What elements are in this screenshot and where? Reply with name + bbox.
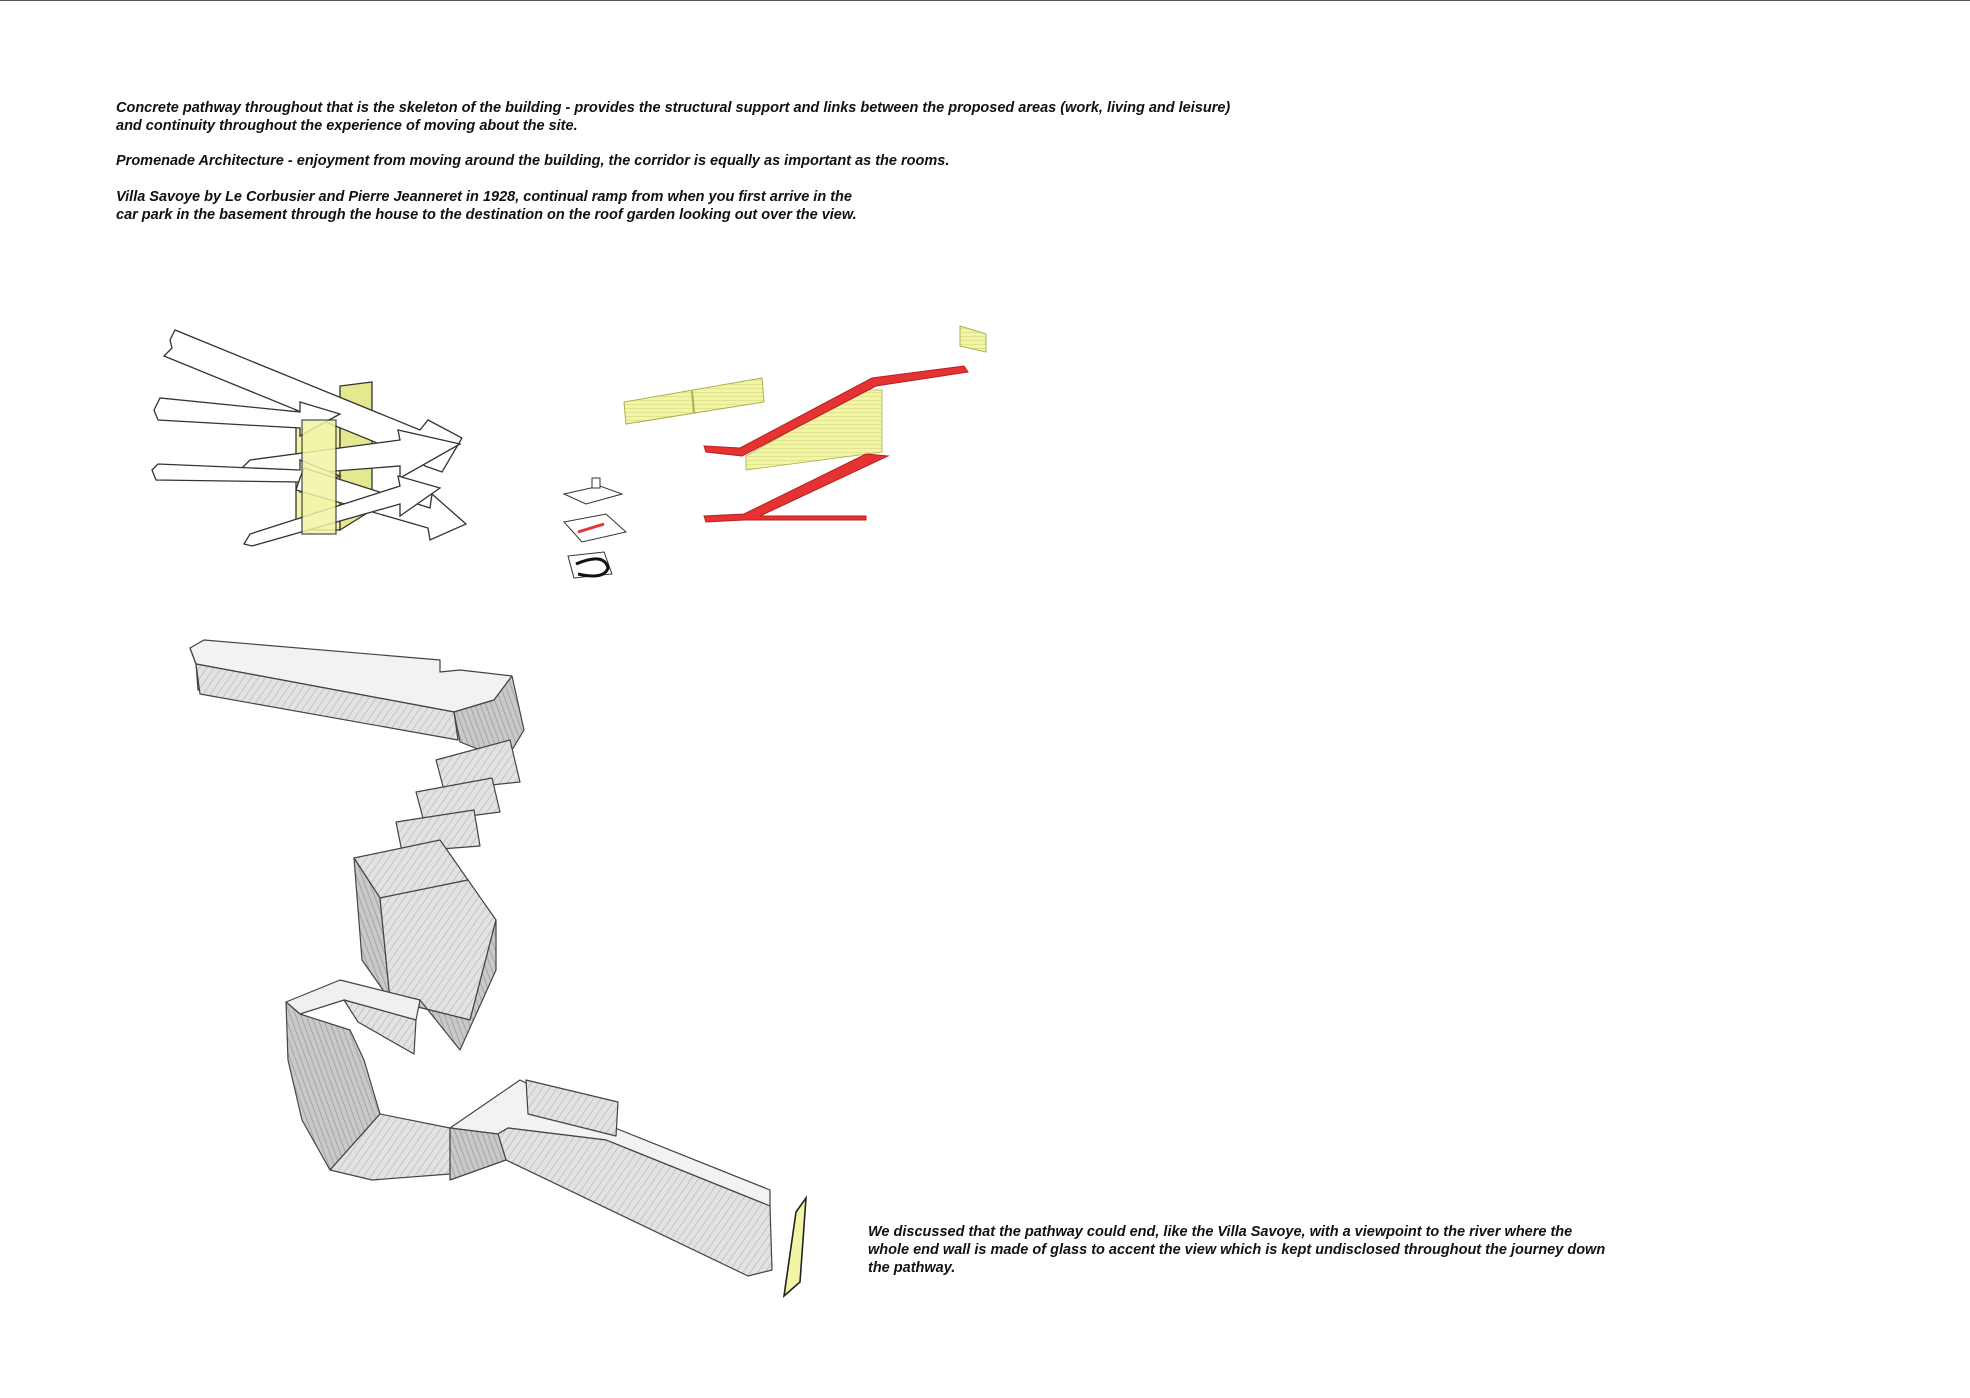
glass-end-wall-note: We discussed that the pathway could end, like the Villa Savoye, with a viewpoint to the river where the whole end wall is made of glass to accent the view which is kept undisclosed throughout the journey down the pathway. [868,1224,1606,1276]
roof-plan-detail [592,478,600,488]
pathway-end-face [450,1128,506,1180]
lower-ramp [704,454,888,522]
concrete-pathway-sketch [190,640,772,1276]
villa-savoye-thumbnails [564,478,626,578]
promenade-architecture-note: Promenade Architecture - enjoyment from moving around the building, the corridor is equally as important as the rooms. [116,153,950,169]
yellow-core-front [302,420,336,534]
glass-end-wall [784,1198,806,1296]
concrete-pathway-note: Concrete pathway throughout that is the skeleton of the building - provides the structural support and links between the proposed areas (work, living and leisure) and continuity throughout the experience of moving about the site. [116,100,1231,134]
glass-wall-upper [960,326,986,352]
villa-savoye-note: Villa Savoye by Le Corbusier and Pierre Jeanneret in 1928, continual ramp from when you first arrive in the car park in the basement through the house to the destination on the roof garden looking out over the view. [116,189,857,223]
arrow-circulation-diagram [152,330,466,546]
glass-wall-left [624,378,764,424]
villa-savoye-ramp-diagram [624,326,986,522]
roof-plan-thumbnail [564,486,622,504]
